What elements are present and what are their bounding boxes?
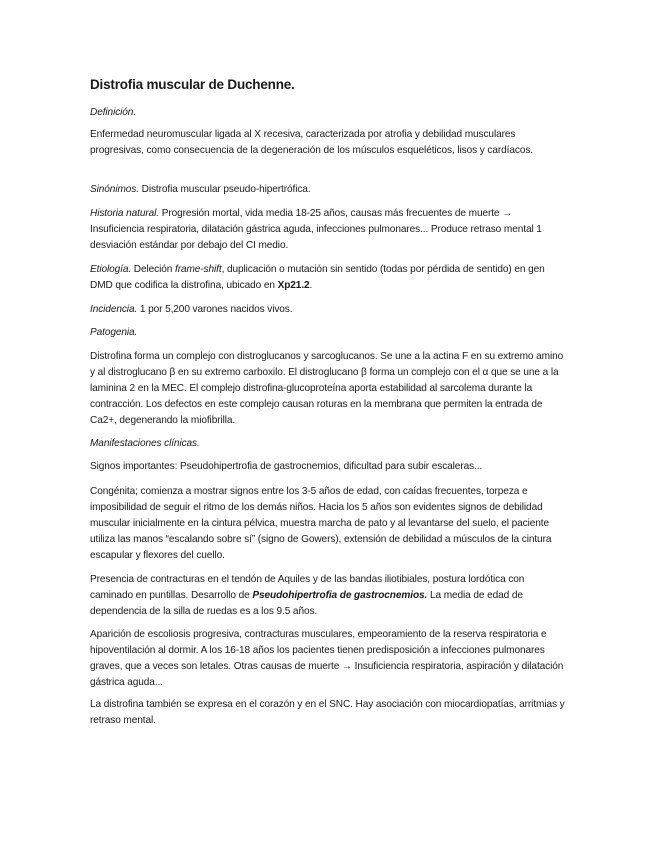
etiologia-label: Etiología. [90,264,132,275]
definicion-label: Definición. [90,107,137,118]
etiologia-frameshift: frame-shift [174,264,222,275]
sinonimos-text: Distrofia muscular pseudo-hipertrófica. [138,184,311,195]
aparicion-text: Aparición de escoliosis progresiva, contracturas musculares, empeoramiento de la reserva respiratoria e hipoventilación al dormir. A los 16-18 años los pacientes tienen predisposición a infecciones pulmonares graves, que a veces son letales. Otras causas de muerte → Insuficiencia respiratoria, aspiración y dilatación gástrica aguda... [90,629,564,688]
historia-text: Progresión mortal, vida media 18-25 años, causas más frecuentes de muerte → Insuficiencia respiratoria, dilatación gástrica aguda, infecciones pulmonares... Produce retraso mental 1 desviación estándar por debajo del CI medio. [90,208,542,251]
presencia-emphasis: Pseudohipertrofia de gastrocnemios. [252,590,428,601]
patogenia-label: Patogenia. [90,327,138,338]
manifestaciones-heading [90,436,568,452]
distrofina-text: La distrofina también se expresa en el corazón y en el SNC. Hay asociación con miocardiopatías, arritmias y retraso mental. [90,699,565,726]
etiologia-text-1: Deleción [131,264,175,275]
incidencia-text: 1 por 5,200 varones nacidos vivos. [137,304,293,315]
incidencia-label: Incidencia. [90,304,138,315]
presencia-text-1: Presencia de contracturas en el tendón de Aquiles y de las bandas iliotibiales, postura lordótica con caminado en puntillas. Desarrollo de [90,574,525,601]
historia-label: Historia natural. [90,208,159,219]
etiologia-paragraph [90,262,568,294]
etiologia-locus: Xp21.2 [277,280,310,291]
patogenia-heading [90,325,568,341]
definicion-heading [90,105,568,121]
manifestaciones-label: Manifestaciones clínicas. [90,438,200,449]
presencia-text-3: La media de edad de dependencia de la silla de ruedas es a los 9.5 años. [90,590,523,617]
patogenia-text: Distrofina forma un complejo con distroglucanos y sarcoglucanos. Se une a la actina F en su extremo amino y al distroglucano β en su extremo carboxilo. El distroglucano β forma un complejo con el α que se une a la laminina 2 en la MEC. El complejo distrofina-glucoproteína aporta estabilidad al sarcolema durante la contracción. Los defectos en este complejo causan roturas en la membrana que permiten la entrada de Ca2+, degenerando la miofibrilla. [90,351,564,426]
signos-text: Signos importantes: Pseudohipertrofia de gastrocnemios, dificultad para subir escaleras... [90,461,483,472]
incidencia-paragraph [90,302,568,318]
definicion-text: Enfermedad neuromuscular ligada al X recesiva, caracterizada por atrofia y debilidad musculares progresivas, como consecuencia de la degeneración de los músculos esqueléticos, lisos y cardíacos. [90,129,533,156]
etiologia-text-5: . [309,280,313,291]
congenita-text: Congénita; comienza a mostrar signos entre los 3-5 años de edad, con caídas frecuentes, torpeza e imposibilidad de seguir el ritmo de los demás niños. Hacia los 5 años son evidentes signos de debilidad muscular inicialmente en la cintura pélvica, muestra marcha de pato y al levantarse del suelo, el paciente utiliza las manos “escalando sobre sí” (signo de Gowers), extensión de debilidad a músculos de la cintura escapular y flexores del cuello. [90,486,552,561]
presencia-paragraph [90,572,568,620]
document-title: Distrofia muscular de Duchenne. [90,77,295,92]
etiologia-text-3: , duplicación o mutación sin sentido (todas por pérdida de sentido) en gen DMD que codifica la distrofina, ubicado en [90,264,545,291]
sinonimos-label: Sinónimos. [90,184,139,195]
historia-paragraph [90,206,568,254]
sinonimos-paragraph [90,182,568,198]
